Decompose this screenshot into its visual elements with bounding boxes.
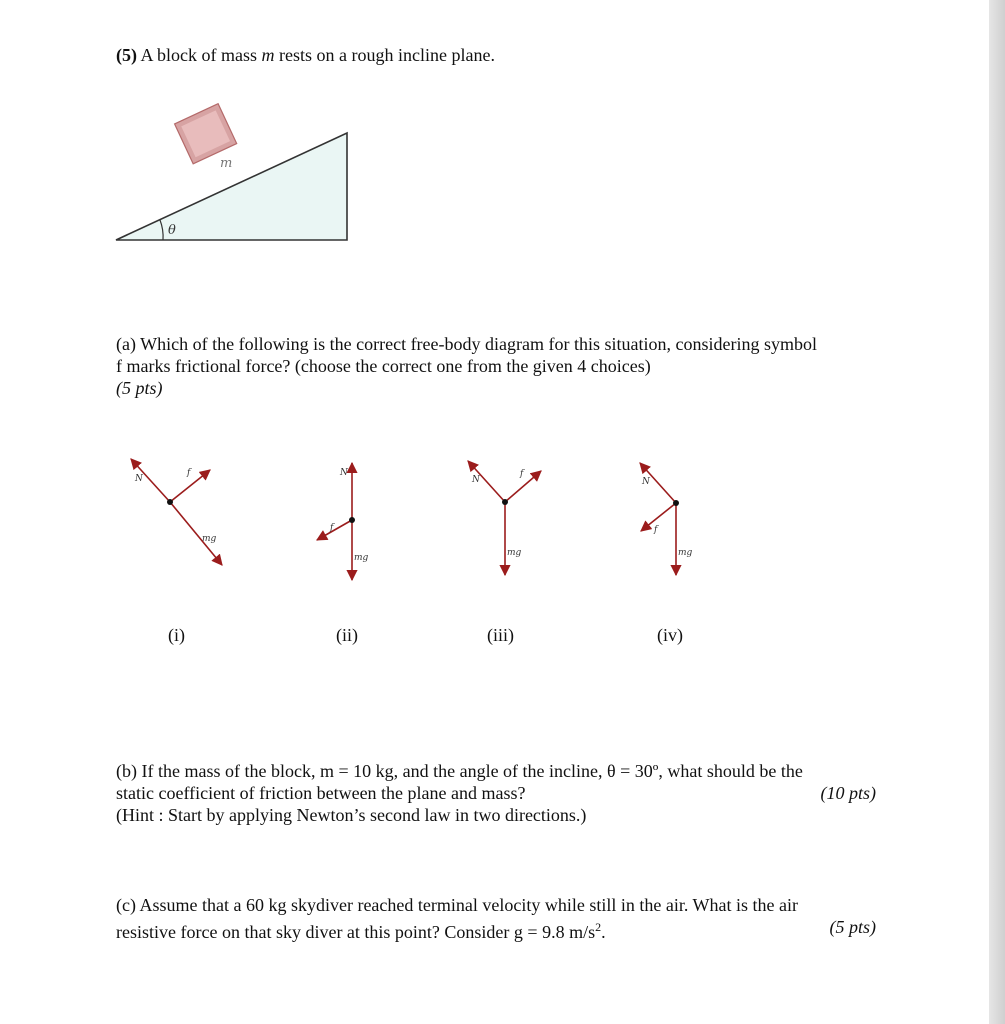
choice-i-label: (i) [168,625,185,645]
free-body-diagrams [0,440,1005,590]
diagram-iii [468,461,541,575]
diagram-iv-friction-arrow [641,503,676,531]
part-a-points: (5 pts) [116,378,163,398]
question-text-before: A block of mass [140,45,258,65]
choice-iv-label: (iv) [657,625,683,645]
diagram-iii-weight-label: mg [507,548,522,558]
part-b-points: (10 pts) [820,783,876,803]
mass-symbol: m [261,45,275,65]
diagram-i-friction-label: f [187,468,191,478]
part-a-line-2: f marks frictional force? (choose the correct one from the given 4 choices) [116,356,651,376]
part-c-period: . [601,922,606,942]
question-5-heading [116,44,495,66]
part-b-line-2-row [116,782,876,804]
diagram-iv-normal-label: N [642,477,650,487]
part-c-text [116,894,876,943]
diagram-ii-normal-label: N [340,468,348,478]
incline-diagram [110,125,360,250]
diagram-iii-friction-label: f [520,469,524,479]
diagram-iii-point [502,499,508,505]
diagram-ii-friction-label: f [330,523,334,533]
diagram-iv-weight-label: mg [678,548,693,558]
part-b-hint: (Hint : Start by applying Newton’s second law in two directions.) [116,805,587,825]
incline-triangle [116,133,347,240]
diagram-ii-point [349,517,355,523]
part-c-line-1: (c) Assume that a 60 kg skydiver reached terminal velocity while still in the air. What is the air [116,895,798,915]
part-a-line-1: (a) Which of the following is the correct free-body diagram for this situation, considering symbol [116,334,817,354]
question-number: (5) [116,45,137,65]
diagram-ii-friction-arrow [317,520,352,540]
part-a-text [116,333,817,399]
diagram-ii [317,463,369,580]
part-c-line-2-row [116,916,876,943]
diagram-iv-point [673,500,679,506]
block [175,104,237,164]
diagram-i-point [167,499,173,505]
choice-ii-label: (ii) [336,625,358,645]
diagram-i-weight-label: mg [202,534,217,544]
part-b-line-1: (b) If the mass of the block, m = 10 kg, and the angle of the incline, θ = 30º, what should be the [116,761,803,781]
part-b-line-2: static coefficient of friction between the plane and mass? [116,783,526,803]
part-c-line-2-wrap [116,916,606,943]
diagram-iii-normal-label: N [472,475,480,485]
part-c-superscript: 2 [595,920,602,934]
diagram-iv-friction-label: f [654,525,658,535]
block-label: m [220,156,233,171]
diagram-i [131,459,222,565]
part-c-line-2: resistive force on that sky diver at this point? Consider g = 9.8 m/s [116,922,596,942]
diagram-iv [640,463,693,575]
choice-iii-label: (iii) [487,625,514,645]
angle-label: θ [168,223,176,238]
diagram-ii-weight-label: mg [354,553,369,563]
diagram-i-normal-label: N [135,474,143,484]
part-c-points: (5 pts) [829,917,876,937]
part-b-text [116,760,876,826]
question-text-after: rests on a rough incline plane. [279,45,495,65]
